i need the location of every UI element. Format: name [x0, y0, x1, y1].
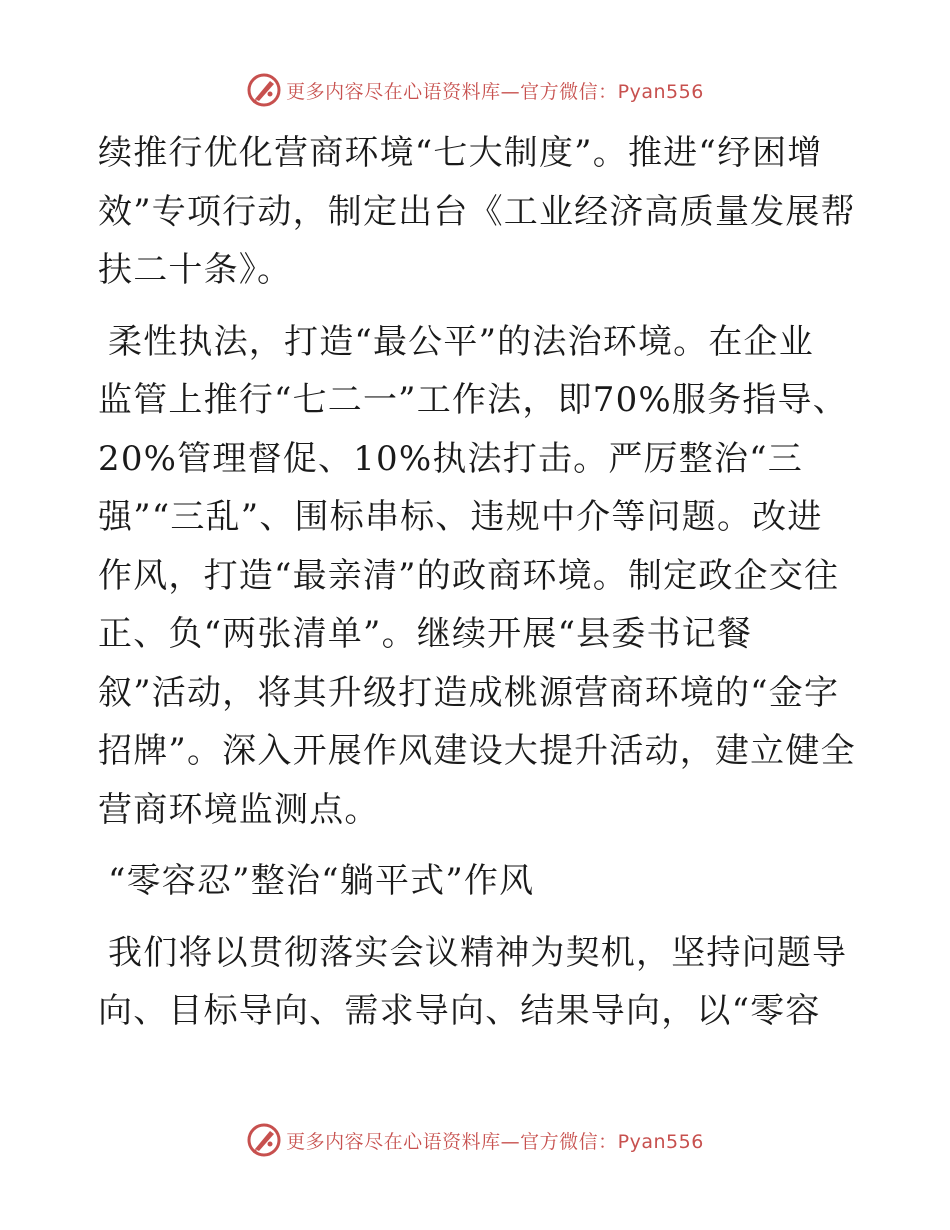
text-line: 柔性执法，打造“最公平”的法治环境。在企业	[108, 321, 814, 362]
text-line: 招牌”。深入开展作风建设大提升活动，建立健全	[98, 731, 856, 771]
banner-text: 更多内容尽在心语资料库—官方微信：Pyan556	[286, 80, 704, 103]
text-line: 效”专项行动，制定出台《工业经济高质量发展帮	[98, 191, 856, 232]
paragraph	[98, 924, 850, 1041]
text-line: 20%管理督促、10%执法打击。严厉整治“三	[98, 438, 803, 479]
paragraph	[98, 313, 856, 840]
text-line: 扶二十条》。	[98, 250, 293, 290]
text-line: 正、负“两张清单”。继续开展“县委书记餐	[98, 614, 753, 654]
header-banner	[0, 70, 950, 110]
section-heading	[98, 852, 850, 911]
text-line: 强”“三乱”、围标串标、违规中介等问题。改进	[98, 497, 823, 537]
text-line: 续推行优化营商环境“七大制度”。推进“纾困增	[98, 133, 823, 173]
heading-line: “零容忍”整治“躺平式”作风	[108, 861, 535, 901]
text-line: 我们将以贯彻落实会议精神为契机，坚持问题导	[108, 932, 848, 973]
banner-text: 更多内容尽在心语资料库—官方微信：Pyan556	[286, 1130, 704, 1153]
text-line: 营商环境监测点。	[98, 789, 380, 830]
text-line: 叙”活动，将其升级打造成桃源营商环境的“金字	[98, 672, 840, 713]
document-body	[98, 124, 856, 1041]
text-line: 作风，打造“最亲清”的政商环境。制定政企交往	[98, 555, 840, 596]
quill-pen-icon	[246, 72, 282, 108]
paragraph	[98, 124, 856, 300]
text-line: 向、目标导向、需求导向、结果导向，以“零容	[98, 991, 821, 1031]
text-line: 监管上推行“七二一”工作法，即70%服务指导、	[98, 380, 848, 420]
quill-pen-icon	[246, 1122, 282, 1158]
footer-banner	[0, 1120, 950, 1160]
